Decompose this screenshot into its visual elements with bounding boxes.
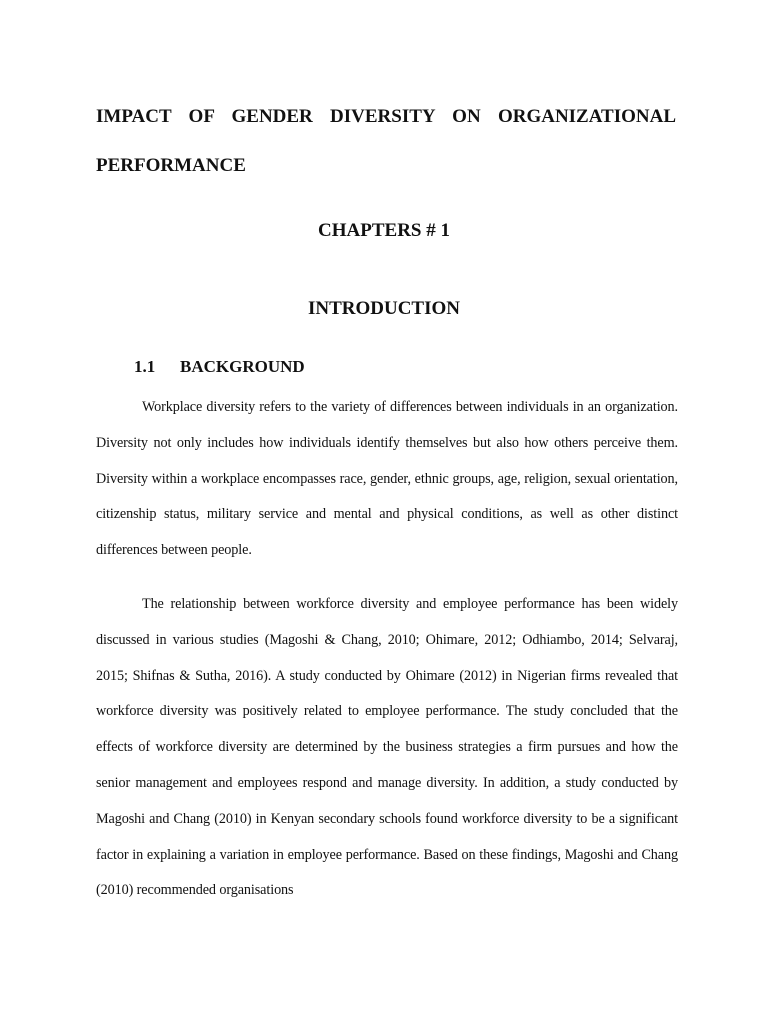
document-title: IMPACT OF GENDER DIVERSITY ON ORGANIZATIONAL PERFORMANCE — [96, 106, 676, 176]
body-paragraph: Workplace diversity refers to the variety of differences between individuals in an organization. Diversity not only includes how individuals identify themselves but also how others perceive them. Diversity within a workplace encompasses race, gender, ethnic groups, age, religion, sexual orientation, citizenship status, military service and mental and physical conditions, as well as other distinct differences between people. — [96, 399, 678, 559]
chapter-number: CHAPTERS # 1 — [318, 220, 450, 241]
chapter-title: INTRODUCTION — [307, 298, 461, 319]
body-paragraph: The relationship between workforce diversity and employee performance has been widely discussed in various studies (Magoshi & Chang, 2010; Ohimare, 2012; Odhiambo, 2014; Selvaraj, 2015; Shifnas & Sutha, 2016). A study conducted by Ohimare (2012) in Nigerian firms revealed that workforce diversity was positively related to employee performance. The study concluded that the effects of workforce diversity are determined by the business strategies a firm pursues and how the senior management and employees respond and manage diversity. In addition, a study conducted by Magoshi and Chang (2010) in Kenyan secondary schools found workforce diversity to be a significant factor in explaining a variation in employee performance. Based on these findings, Magoshi and Chang (2010) recommended organisations — [96, 596, 678, 899]
section-heading — [134, 357, 305, 377]
section-number: 1.1 — [134, 357, 156, 376]
section-title: BACKGROUND — [180, 357, 305, 376]
